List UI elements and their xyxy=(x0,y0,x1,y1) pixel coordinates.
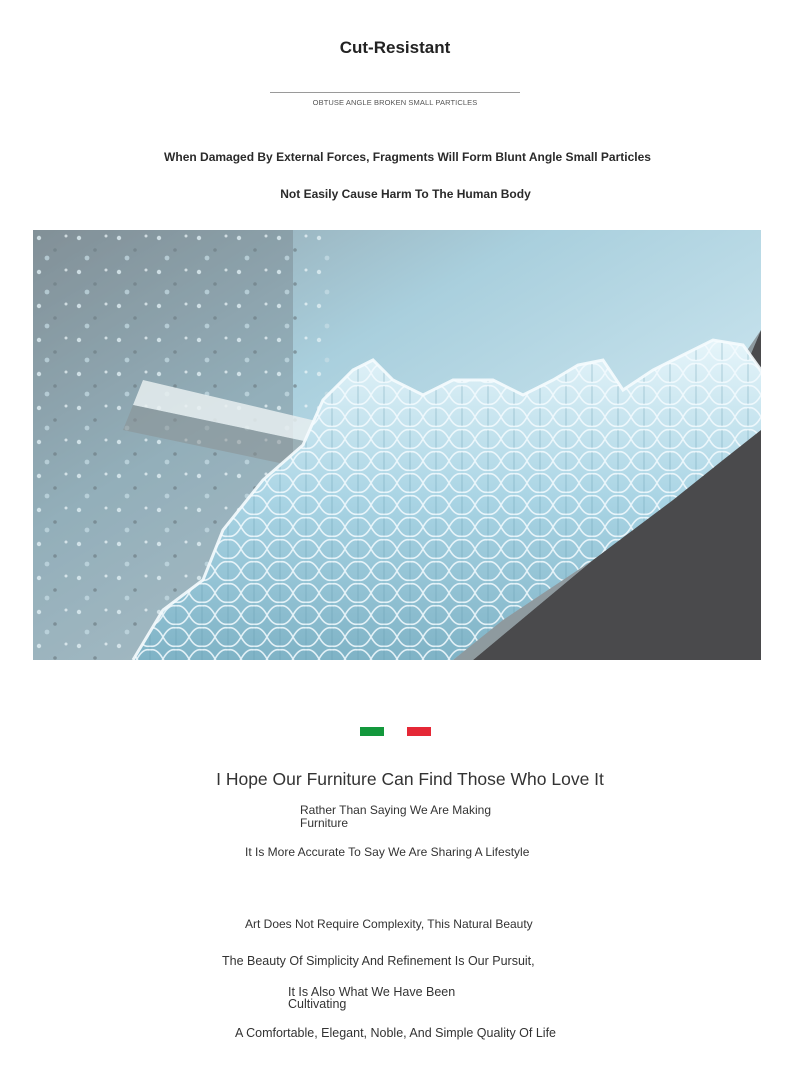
philosophy-line-2: It Is More Accurate To Say We Are Sharing A Lifestyle xyxy=(245,845,530,859)
section-subtitle: OBTUSE ANGLE BROKEN SMALL PARTICLES xyxy=(312,98,478,107)
flag-green-bar xyxy=(360,727,384,736)
philosophy-headline: I Hope Our Furniture Can Find Those Who Love It xyxy=(216,769,604,789)
shattered-glass-photo xyxy=(33,230,761,660)
philosophy-line-5: It Is Also What We Have Been Cultivating xyxy=(288,985,456,1011)
description-line-1: When Damaged By External Forces, Fragments Will Form Blunt Angle Small Particles xyxy=(164,150,651,164)
philosophy-line-3: Art Does Not Require Complexity, This Natural Beauty xyxy=(245,917,533,931)
description-line-2: Not Easily Cause Harm To The Human Body xyxy=(280,187,531,201)
title-divider xyxy=(270,92,520,93)
philosophy-line-4: The Beauty Of Simplicity And Refinement Is Our Pursuit, xyxy=(222,954,535,968)
flag-red-bar xyxy=(407,727,431,736)
philosophy-line-6: A Comfortable, Elegant, Noble, And Simple Quality Of Life xyxy=(235,1026,557,1040)
philosophy-line-1: Rather Than Saying We Are Making Furniture xyxy=(300,803,491,830)
section-title: Cut-Resistant xyxy=(339,38,451,57)
